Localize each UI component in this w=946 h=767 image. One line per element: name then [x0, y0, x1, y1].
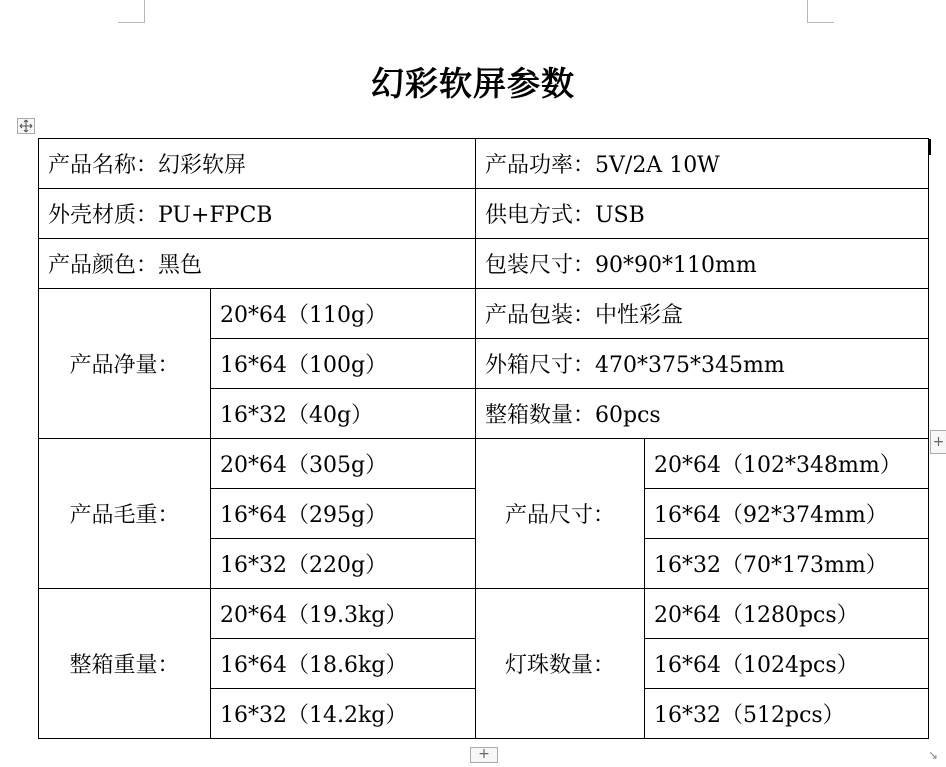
- gross-weight-value[interactable]: 16*32（220g）: [211, 539, 476, 589]
- carton-qty-cell[interactable]: 整箱数量：60pcs: [476, 389, 929, 439]
- table-row: [39, 239, 929, 289]
- table-move-handle-icon[interactable]: [17, 118, 35, 134]
- product-size-value[interactable]: 20*64（102*348mm）: [645, 439, 929, 489]
- led-count-value[interactable]: 16*32（512pcs）: [645, 689, 929, 739]
- document-title: 幻彩软屏参数: [371, 64, 575, 103]
- carton-weight-value[interactable]: 20*64（19.3kg）: [211, 589, 476, 639]
- table-row: [39, 589, 929, 639]
- text-cursor: [929, 139, 931, 155]
- table-row: [39, 289, 929, 339]
- table-row: [39, 139, 929, 189]
- table-resize-handle-icon[interactable]: ↘: [928, 748, 939, 762]
- page-corner-mark-top-left: [118, 0, 145, 23]
- gross-weight-value[interactable]: 20*64（305g）: [211, 439, 476, 489]
- add-column-button[interactable]: +: [930, 430, 946, 454]
- carton-weight-label[interactable]: 整箱重量：: [39, 589, 211, 739]
- table-row: [39, 189, 929, 239]
- add-row-button[interactable]: +: [470, 747, 498, 763]
- shell-material-cell[interactable]: 外壳材质：PU+FPCB: [39, 189, 476, 239]
- color-cell[interactable]: 产品颜色：黑色: [39, 239, 476, 289]
- product-size-value[interactable]: 16*32（70*173mm）: [645, 539, 929, 589]
- packaging-cell[interactable]: 产品包装：中性彩盒: [476, 289, 929, 339]
- package-size-cell[interactable]: 包装尺寸：90*90*110mm: [476, 239, 929, 289]
- led-count-label[interactable]: 灯珠数量：: [476, 589, 645, 739]
- product-size-label[interactable]: 产品尺寸：: [476, 439, 645, 589]
- net-weight-value[interactable]: 20*64（110g）: [211, 289, 476, 339]
- led-count-value[interactable]: 16*64（1024pcs）: [645, 639, 929, 689]
- net-weight-value[interactable]: 16*64（100g）: [211, 339, 476, 389]
- product-size-value[interactable]: 16*64（92*374mm）: [645, 489, 929, 539]
- led-count-value[interactable]: 20*64（1280pcs）: [645, 589, 929, 639]
- power-supply-cell[interactable]: 供电方式：USB: [476, 189, 929, 239]
- power-cell[interactable]: 产品功率：5V/2A 10W: [476, 139, 929, 189]
- product-name-cell[interactable]: 产品名称：幻彩软屏: [39, 139, 476, 189]
- page-corner-mark-top-right: [807, 0, 834, 23]
- net-weight-value[interactable]: 16*32（40g）: [211, 389, 476, 439]
- net-weight-label[interactable]: 产品净量：: [39, 289, 211, 439]
- carton-weight-value[interactable]: 16*64（18.6kg）: [211, 639, 476, 689]
- parameters-table: [38, 138, 929, 739]
- table-row: [39, 439, 929, 489]
- gross-weight-label[interactable]: 产品毛重：: [39, 439, 211, 589]
- carton-size-cell[interactable]: 外箱尺寸：470*375*345mm: [476, 339, 929, 389]
- carton-weight-value[interactable]: 16*32（14.2kg）: [211, 689, 476, 739]
- gross-weight-value[interactable]: 16*64（295g）: [211, 489, 476, 539]
